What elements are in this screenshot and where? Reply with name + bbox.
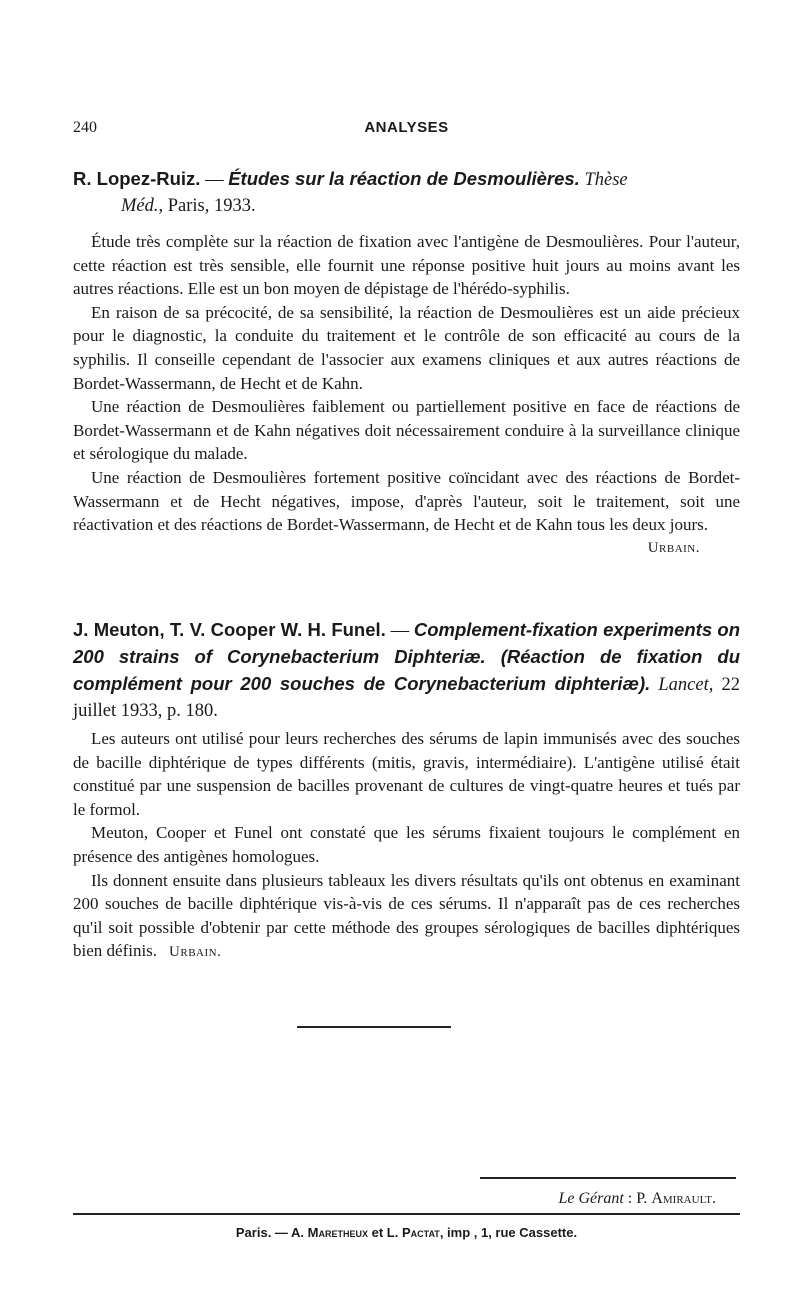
section-divider [297,1026,451,1028]
printer-imprint: Paris. — A. Maretheux et L. Pactat, imp , 1, rue Cassette. [235,1225,578,1240]
gerant-label: Le Gérant [558,1190,624,1207]
footer-rule [73,1213,740,1215]
entry-source-journal: Lancet, [658,675,714,695]
entry-source-journal: Méd. [121,196,159,216]
paragraph: Étude très complète sur la réaction de fixation avec l'antigène de Desmoulières. Pour l'auteur, cette réaction est très sensible, elle fournit une réponse positive huit jours au moins avant les autres réactions. Elle est un bon moyen de dépistage de l'hérédo-syphilis. [73,232,740,299]
paragraph: En raison de sa précocité, de sa sensibilité, la réaction de Desmoulières est un aide précieux pour le diagnostic, la conduite du traitement et le contrôle de son efficacité au cours de la syphilis. Il conseille cependant de l'associer aux examens cliniques et aux autres réactions de Bordet-Wassermann, de Hecht et de Kahn. [73,302,740,393]
entry-source-details: , Paris, 1933. [158,196,256,216]
entry-title: Complement-fixation experiments on 200 strains of Corynebacterium Diphteriæ. (Réaction de fixation du complément pour 200 souches de Corynebacterium diphteriæ). [73,619,741,694]
entry-body-meuton [73,727,740,965]
entry-body-lopez-ruiz [73,230,740,560]
entry-heading-lopez-ruiz [73,166,740,219]
entry-dash: — [390,621,410,641]
entry-source: Thèse [584,170,628,190]
page-header [73,119,740,141]
page-number: 240 [73,119,97,136]
paragraph: Meuton, Cooper et Funel ont constaté que les sérums fixaient toujours le complément en présence des antigènes homologues. [73,823,740,866]
entry-author: J. Meuton, T. V. Cooper W. H. Funel. [73,619,386,640]
paragraph: Ils donnent ensuite dans plusieurs tableaux les divers résultats qu'ils ont obtenus en examinant 200 souches de bacille diphtérique vis-à-vis de ces sérums. Il n'apparaît pas de ces recherches qu'il soit possible d'obtenir par cette méthode des groupes sérologiques de bacilles diphtériques bien définis. Urbain. [73,870,740,961]
gerant-line: Le Gérant : P. Amirault. [558,1190,716,1207]
entry-source-details: 22 juillet 1933, p. 180. [73,675,741,721]
entry-title: Études sur la réaction de Desmoulières. [228,168,580,189]
entry-heading-meuton [73,617,740,724]
paragraph: Une réaction de Desmoulières fortement positive coïncidant avec des réactions de Bordet-Wassermann et de Hecht négatives, impose, d'après l'auteur, soit le traitement, soit une réactivation et des réactions de Bordet-Wassermann, de Hecht et de Kahn tous les deux jours. Urbain. [73,466,740,537]
signature: Urbain. [169,944,222,961]
entry-dash: — [205,170,224,190]
paragraph: Les auteurs ont utilisé pour leurs recherches des sérums de lapin immunisés avec des souches de bacille diphtérique de types différents (mitis, gravis, intermédiaire). L'antigène utilisé était constitué par une suspension de bacilles provenant de cultures de vingt-quatre heures et tués par le formol. [73,729,740,819]
signature-rule [480,1177,736,1179]
section-title: ANALYSES [364,119,449,136]
gerant-name: Amirault. [651,1190,716,1207]
entry-author: R. Lopez-Ruiz. [73,168,201,189]
paragraph: Une réaction de Desmoulières faiblement ou partiellement positive en face de réactions de Bordet-Wassermann et de Kahn négatives doit nécessairement conduire à la surveillance clinique et sérologique du malade. [73,397,740,464]
signature: Urbain. [647,539,700,556]
